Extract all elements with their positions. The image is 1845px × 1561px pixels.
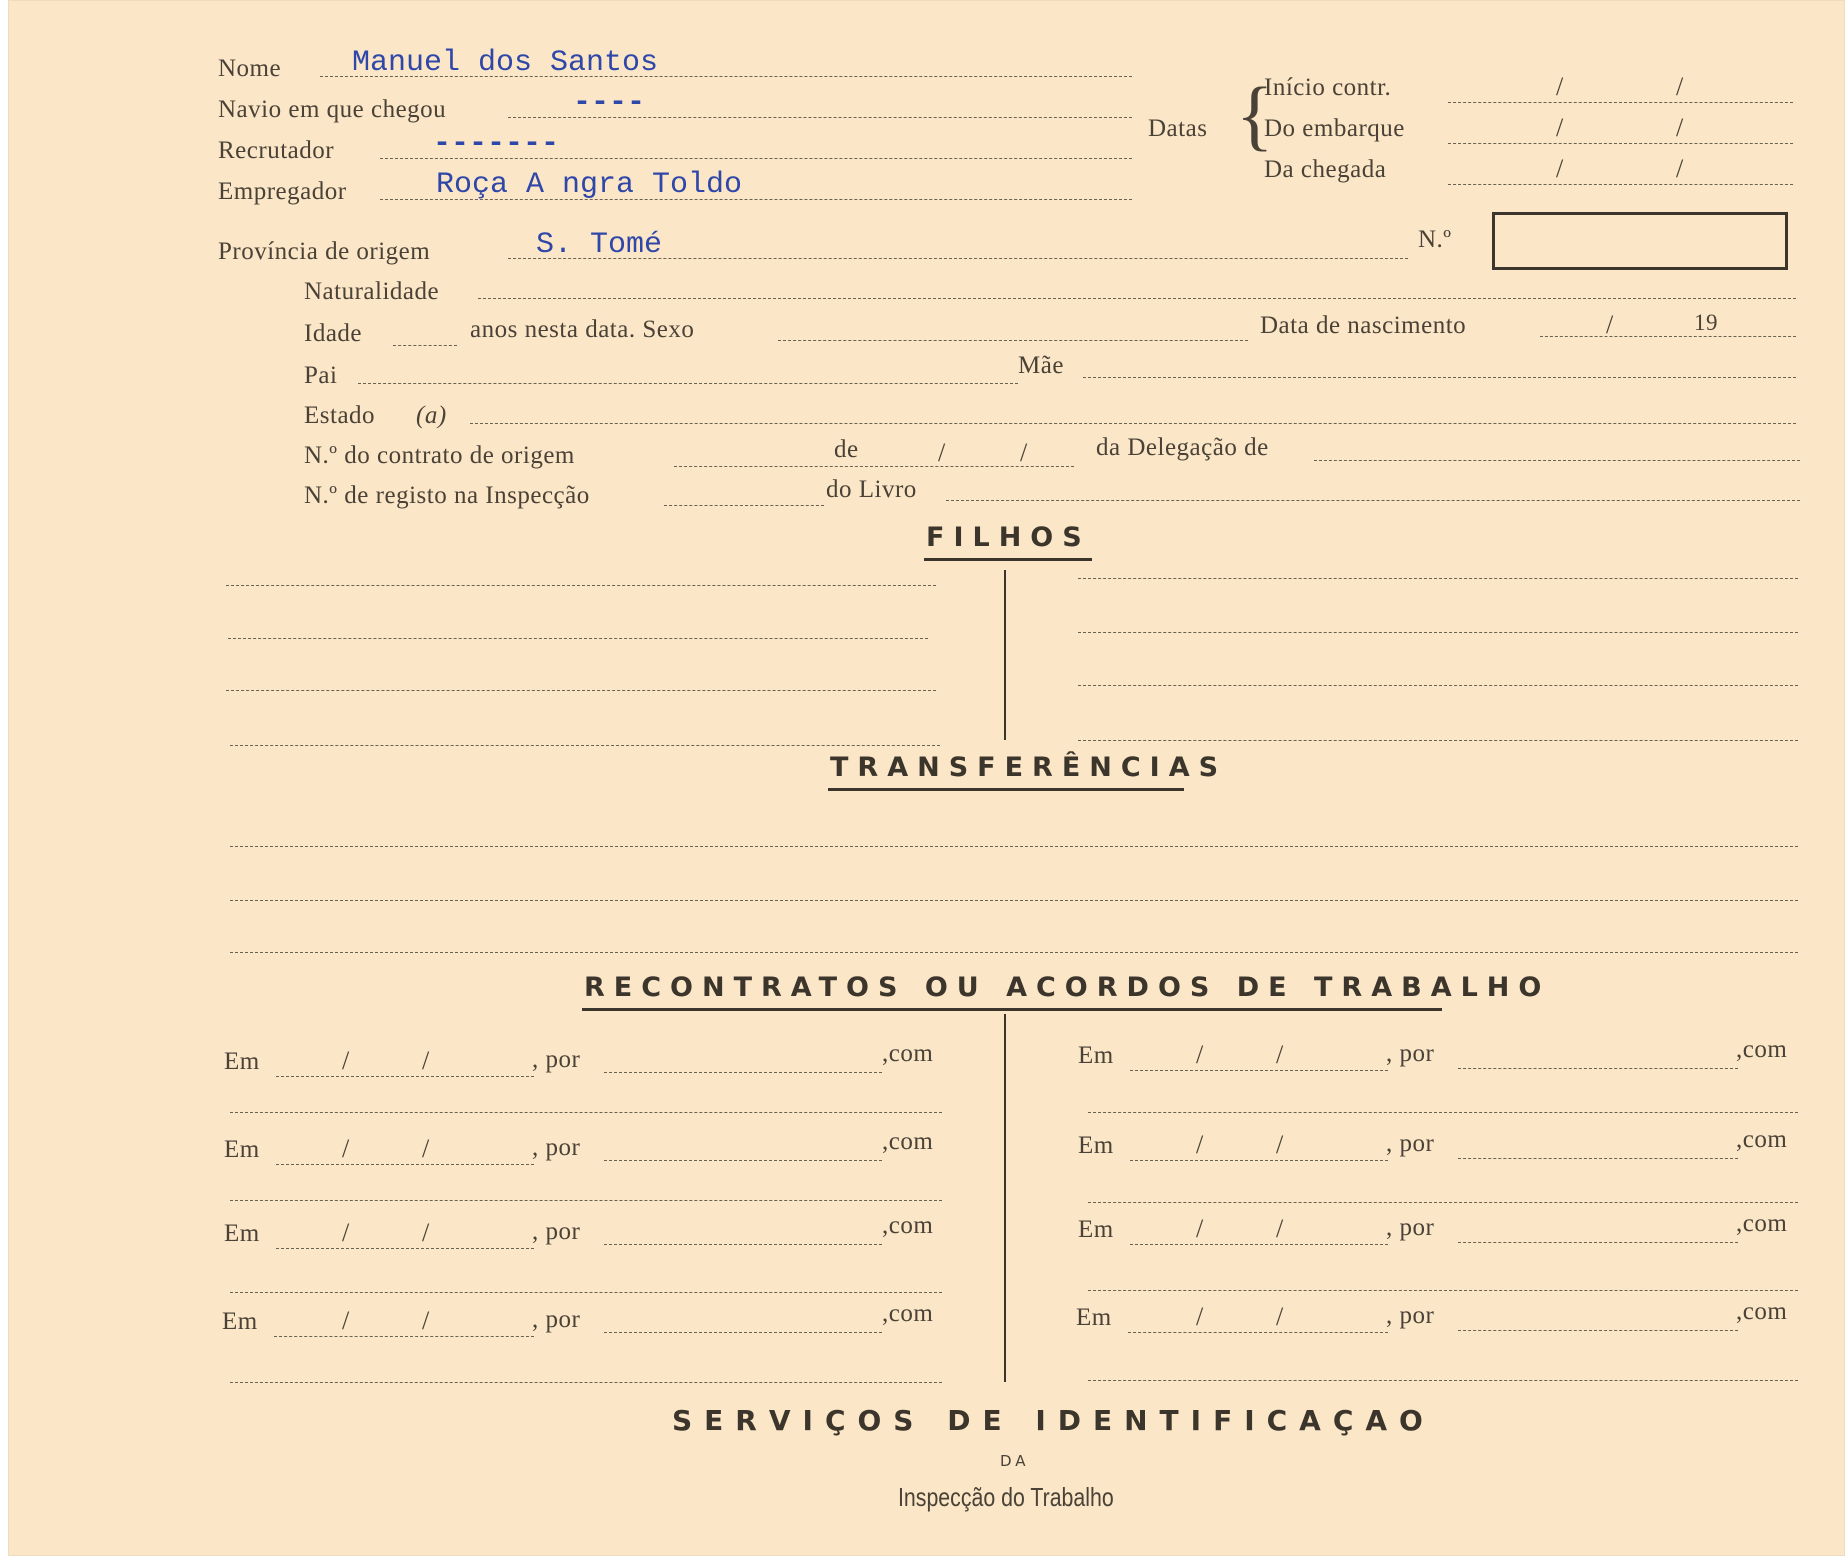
filhos-right-line-1 <box>1078 578 1798 579</box>
transferencias-heading: TRANSFERÊNCIAS <box>830 752 1228 783</box>
chegada-line <box>1448 184 1793 185</box>
footer-da: DA <box>1000 1452 1030 1470</box>
date-slash-2: / <box>422 1046 430 1075</box>
em-label: Em <box>224 1048 260 1075</box>
datas-label: Datas <box>1148 115 1208 142</box>
filhos-right-line-2 <box>1078 632 1798 633</box>
inicio-line <box>1448 102 1793 103</box>
contrato-slash-2: / <box>1020 438 1028 467</box>
com-line <box>1088 1202 1798 1203</box>
date-slash-2: / <box>422 1306 430 1335</box>
registo-line <box>664 505 824 506</box>
transferencias-line-2 <box>230 900 1798 901</box>
com-line <box>1088 1112 1798 1113</box>
com-line <box>1088 1380 1798 1381</box>
estado-line <box>470 423 1796 424</box>
inicio-slash-1: / <box>1556 72 1564 101</box>
por-line <box>604 1332 882 1333</box>
sexo-line <box>778 340 1248 341</box>
filhos-divider <box>1004 570 1006 740</box>
estado-note: (a) <box>416 402 447 429</box>
com-label: ,com <box>882 1212 934 1239</box>
por-line <box>1458 1242 1738 1243</box>
filhos-left-line-2 <box>228 638 928 639</box>
date-slash-1: / <box>1196 1302 1204 1331</box>
footer-subtitle: Inspecção do Trabalho <box>898 1482 1114 1512</box>
filhos-right-line-4 <box>1078 740 1798 741</box>
naturalidade-line <box>478 298 1796 299</box>
date-slash-1: / <box>1196 1214 1204 1243</box>
com-label: ,com <box>1736 1126 1788 1153</box>
por-line <box>1458 1330 1738 1331</box>
de-label: de <box>834 436 859 463</box>
registo-label: N.º de registo na Inspecção <box>304 482 590 509</box>
chegada-label: Da chegada <box>1264 156 1387 183</box>
date-slash-2: / <box>1276 1130 1284 1159</box>
empregador-value: Roça A ngra Toldo <box>436 168 743 202</box>
date-slash-1: / <box>342 1306 350 1335</box>
filhos-left-line-3 <box>226 690 936 691</box>
com-label: ,com <box>1736 1036 1788 1063</box>
date-slash-2: / <box>1276 1214 1284 1243</box>
por-label: , por <box>532 1306 581 1333</box>
com-label: ,com <box>882 1040 934 1067</box>
mae-line <box>1083 377 1796 378</box>
nascimento-slash: / <box>1606 310 1614 339</box>
em-label: Em <box>224 1220 260 1247</box>
em-label: Em <box>224 1136 260 1163</box>
embarque-label: Do embarque <box>1264 115 1405 142</box>
contrato-slash-1: / <box>938 438 946 467</box>
em-date-line <box>1128 1332 1388 1333</box>
transferencias-line-3 <box>230 952 1798 953</box>
com-line <box>230 1112 942 1113</box>
embarque-slash-1: / <box>1556 113 1564 142</box>
filhos-right-line-3 <box>1078 685 1798 686</box>
em-date-line <box>274 1336 534 1337</box>
naturalidade-label: Naturalidade <box>304 278 440 305</box>
em-label: Em <box>222 1308 258 1335</box>
inicio-label: Início contr. <box>1264 74 1392 101</box>
navio-label: Navio em que chegou <box>218 96 447 123</box>
por-label: , por <box>1386 1302 1435 1329</box>
provincia-value: S. Tomé <box>536 228 663 262</box>
por-line <box>604 1244 882 1245</box>
em-label: Em <box>1076 1304 1112 1331</box>
date-slash-1: / <box>342 1134 350 1163</box>
filhos-left-line-4 <box>230 745 940 746</box>
recontratos-heading: RECONTRATOS OU ACORDOS DE TRABALHO <box>584 972 1551 1003</box>
inicio-slash-2: / <box>1676 72 1684 101</box>
com-label: ,com <box>882 1128 934 1155</box>
chegada-slash-2: / <box>1676 154 1684 183</box>
chegada-slash-1: / <box>1556 154 1564 183</box>
mae-label: Mãe <box>1018 352 1064 379</box>
pai-label: Pai <box>304 362 338 389</box>
por-label: , por <box>1386 1040 1435 1067</box>
registration-card <box>8 0 1845 1556</box>
em-date-line <box>276 1164 534 1165</box>
com-line <box>1088 1290 1798 1291</box>
contrato-line <box>674 466 1074 467</box>
numero-label: N.º <box>1418 226 1452 253</box>
delegacao-line <box>1314 460 1800 461</box>
por-label: , por <box>532 1046 581 1073</box>
nascimento-year: 19 <box>1694 310 1718 335</box>
por-line <box>1458 1068 1738 1069</box>
por-label: , por <box>532 1134 581 1161</box>
numero-box <box>1492 212 1788 270</box>
navio-value: ---- <box>573 86 646 120</box>
pai-line <box>358 383 1018 384</box>
livro-line <box>946 500 1800 501</box>
recontratos-divider <box>1004 1014 1006 1382</box>
nome-label: Nome <box>218 55 282 82</box>
transferencias-underline <box>828 788 1184 791</box>
com-label: ,com <box>1736 1298 1788 1325</box>
por-label: , por <box>1386 1130 1435 1157</box>
footer-title: SERVIÇOS DE IDENTIFICAÇAO <box>672 1404 1435 1437</box>
date-slash-1: / <box>342 1218 350 1247</box>
date-slash-1: / <box>342 1046 350 1075</box>
com-line <box>230 1292 942 1293</box>
provincia-label: Província de origem <box>218 238 431 265</box>
contrato-label: N.º do contrato de origem <box>304 442 575 469</box>
por-line <box>604 1072 882 1073</box>
filhos-heading: FILHOS <box>926 522 1091 553</box>
date-slash-2: / <box>422 1134 430 1163</box>
em-label: Em <box>1078 1132 1114 1159</box>
datas-brace: { <box>1236 71 1274 158</box>
recrutador-value: ------- <box>433 127 560 161</box>
recontratos-underline <box>582 1008 1442 1011</box>
recrutador-label: Recrutador <box>218 137 335 164</box>
filhos-underline <box>924 558 1092 561</box>
por-label: , por <box>1386 1214 1435 1241</box>
por-line <box>1458 1158 1738 1159</box>
por-label: , por <box>532 1218 581 1245</box>
em-date-line <box>276 1076 534 1077</box>
estado-label: Estado <box>304 402 376 429</box>
empregador-label: Empregador <box>218 178 347 205</box>
date-slash-1: / <box>1196 1040 1204 1069</box>
filhos-left-line-1 <box>226 585 936 586</box>
delegacao-label: da Delegação de <box>1096 434 1269 461</box>
embarque-slash-2: / <box>1676 113 1684 142</box>
nascimento-label: Data de nascimento <box>1260 312 1467 339</box>
por-line <box>604 1160 882 1161</box>
em-date-line <box>276 1248 534 1249</box>
date-slash-2: / <box>1276 1302 1284 1331</box>
em-date-line <box>1130 1244 1388 1245</box>
date-slash-2: / <box>1276 1040 1284 1069</box>
com-label: ,com <box>1736 1210 1788 1237</box>
com-label: ,com <box>882 1300 934 1327</box>
date-slash-2: / <box>422 1218 430 1247</box>
nome-value: Manuel dos Santos <box>352 46 659 80</box>
livro-label: do Livro <box>826 476 917 503</box>
em-date-line <box>1130 1070 1388 1071</box>
em-label: Em <box>1078 1042 1114 1069</box>
embarque-line <box>1448 143 1793 144</box>
em-date-line <box>1130 1160 1388 1161</box>
idade-label: Idade <box>304 320 363 347</box>
transferencias-line-1 <box>230 846 1798 847</box>
nascimento-line <box>1540 336 1796 337</box>
com-line <box>230 1200 942 1201</box>
com-line <box>230 1382 942 1383</box>
anos-sexo-label: anos nesta data. Sexo <box>470 316 695 343</box>
date-slash-1: / <box>1196 1130 1204 1159</box>
em-label: Em <box>1078 1216 1114 1243</box>
idade-line <box>393 345 457 346</box>
